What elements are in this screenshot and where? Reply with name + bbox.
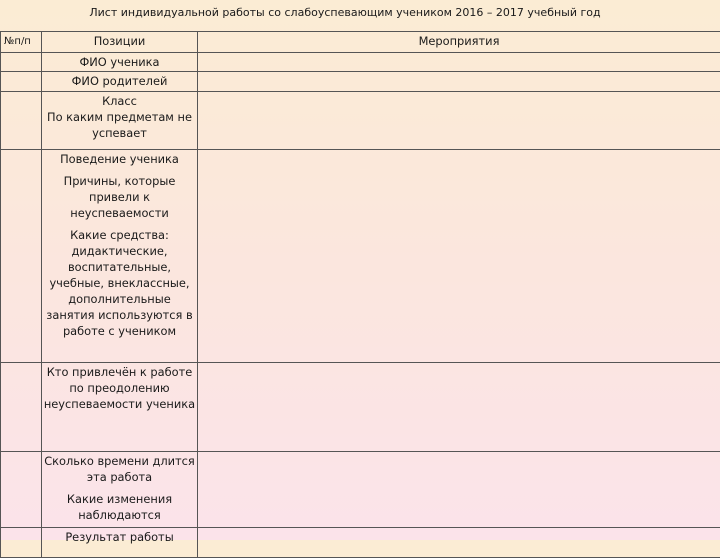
position-cell <box>42 53 198 72</box>
measures-cell[interactable] <box>198 53 720 72</box>
position-label: ФИО родителей <box>43 73 196 89</box>
position-label: Какие средства: дидактические, воспитательные, учебные, внеклассные, дополнительные занятия используются в работе с учеником <box>43 227 196 339</box>
measures-cell[interactable] <box>198 528 720 558</box>
row-number-cell <box>1 53 42 72</box>
header-measures: Мероприятия <box>198 32 720 53</box>
position-cell <box>42 150 198 363</box>
measures-cell[interactable] <box>198 452 720 528</box>
row-number-cell <box>1 528 42 558</box>
header-positions: Позиции <box>42 32 198 53</box>
measures-cell[interactable] <box>198 92 720 150</box>
position-label: Класс <box>43 93 196 109</box>
position-label: Сколько времени длится эта работа <box>43 453 196 485</box>
position-label: По каким предметам не успевает <box>43 109 196 141</box>
position-cell <box>42 363 198 452</box>
position-cell <box>42 528 198 558</box>
position-label: Результат работы <box>43 529 196 545</box>
row-number-cell <box>1 150 42 363</box>
table-row <box>1 363 720 452</box>
row-number-cell <box>1 363 42 452</box>
measures-cell[interactable] <box>198 72 720 92</box>
table-row <box>1 452 720 528</box>
work-plan-table <box>0 31 720 558</box>
table-header-row <box>1 32 720 53</box>
position-label: Поведение ученика <box>43 151 196 167</box>
position-label: Причины, которые привели к неуспеваемости <box>43 173 196 221</box>
position-cell <box>42 92 198 150</box>
table-row <box>1 528 720 558</box>
position-label: ФИО ученика <box>43 54 196 70</box>
table-row <box>1 72 720 92</box>
row-number-cell <box>1 72 42 92</box>
position-cell <box>42 452 198 528</box>
table-row <box>1 53 720 72</box>
document-title: Лист индивидуальной работы со слабоуспевающим учеником 2016 – 2017 учебный год <box>0 6 690 19</box>
header-number: №п/п <box>1 32 42 53</box>
table-row <box>1 92 720 150</box>
measures-cell[interactable] <box>198 363 720 452</box>
measures-cell[interactable] <box>198 150 720 363</box>
position-label: Какие изменения наблюдаются <box>43 491 196 523</box>
row-number-cell <box>1 92 42 150</box>
position-cell <box>42 72 198 92</box>
table-row <box>1 150 720 363</box>
position-label: Кто привлечён к работе по преодолению неуспеваемости ученика <box>43 364 196 412</box>
row-number-cell <box>1 452 42 528</box>
